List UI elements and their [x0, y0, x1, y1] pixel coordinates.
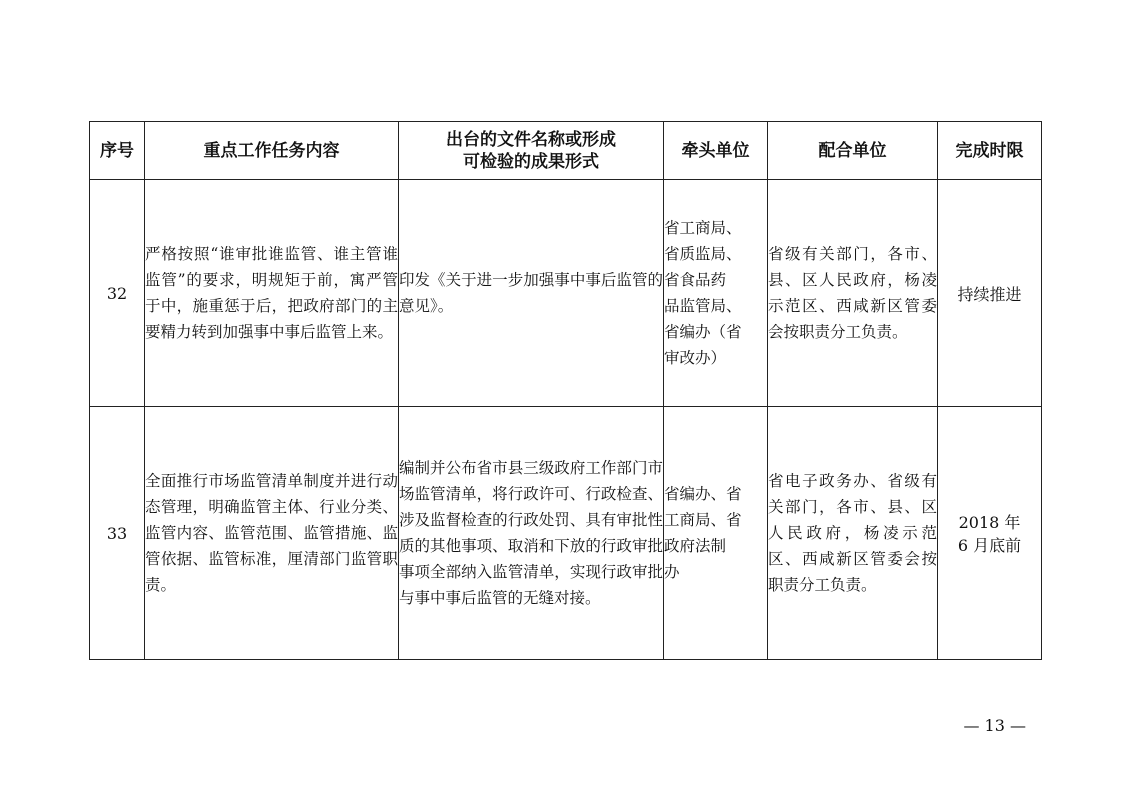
header-doc — [399, 122, 664, 180]
row-lead-line: 政府法制 — [664, 537, 727, 555]
row-lead-line: 省编办（省 — [664, 323, 742, 341]
table-header-row — [90, 122, 1042, 180]
row-lead-line: 品监管局、 — [664, 297, 742, 315]
header-coop: 配合单位 — [768, 122, 938, 180]
row-doc: 印发《关于进一步加强事中事后监管的意见》。 — [399, 180, 664, 407]
row-lead — [664, 407, 768, 660]
row-seq: 32 — [90, 180, 145, 407]
row-task: 全面推行市场监管清单制度并进行动态管理，明确监管主体、行业分类、监管内容、监管范围、监管措施、监管依据、监管标准，厘清部门监管职责。 — [145, 407, 399, 660]
row-lead-line: 省工商局、 — [664, 219, 742, 237]
row-lead-line: 省质监局、 — [664, 245, 742, 263]
row-lead-line: 审改办） — [664, 349, 727, 367]
row-lead-line: 工商局、省 — [664, 511, 742, 529]
table-row — [90, 180, 1042, 407]
row-task: 严格按照“谁审批谁监管、谁主管谁监管”的要求，明规矩于前，寓严管于中，施重惩于后，把政府部门的主要精力转到加强事中事后监管上来。 — [145, 180, 399, 407]
header-task: 重点工作任务内容 — [145, 122, 399, 180]
header-doc-line1: 出台的文件名称或形成 — [446, 129, 616, 150]
row-seq: 33 — [90, 407, 145, 660]
page-number: — 13 — — [963, 716, 1026, 735]
row-deadline-line1: 2018 年 — [958, 513, 1021, 532]
header-doc-line2: 可检验的成果形式 — [463, 151, 599, 172]
header-seq: 序号 — [90, 122, 145, 180]
header-deadline: 完成时限 — [938, 122, 1042, 180]
row-deadline-line2: 6 月底前 — [957, 536, 1022, 555]
row-deadline — [938, 407, 1042, 660]
row-deadline: 持续推进 — [938, 180, 1042, 407]
row-lead-line: 办 — [664, 563, 680, 581]
row-coop: 省电子政务办、省级有关部门，各市、县、区人民政府，杨凌示范区、西咸新区管委会按职责分工负责。 — [768, 407, 938, 660]
row-doc: 编制并公布省市县三级政府工作部门市场监管清单，将行政许可、行政检查、涉及监督检查的行政处罚、具有审批性质的其他事项、取消和下放的行政审批事项全部纳入监管清单，实现行政审批与事中事后监管的无缝对接。 — [399, 407, 664, 660]
row-lead-line: 省编办、省 — [664, 485, 742, 503]
row-lead-line: 省食品药 — [664, 271, 727, 289]
header-lead: 牵头单位 — [664, 122, 768, 180]
row-lead — [664, 180, 768, 407]
table-row — [90, 407, 1042, 660]
row-coop: 省级有关部门，各市、县、区人民政府，杨凌示范区、西咸新区管委会按职责分工负责。 — [768, 180, 938, 407]
task-table — [89, 121, 1042, 660]
